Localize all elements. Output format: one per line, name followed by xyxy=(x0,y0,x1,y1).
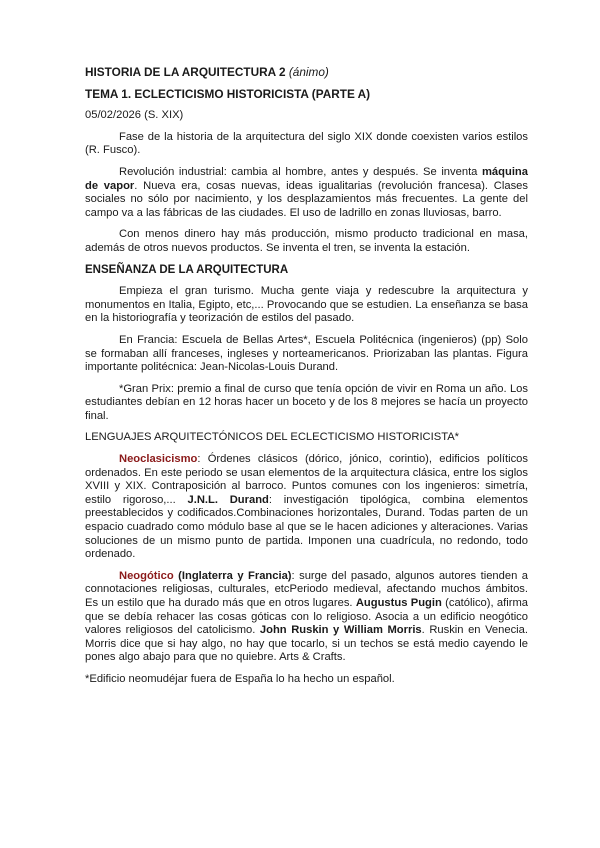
paragraph-turismo: Empieza el gran turismo. Mucha gente viaja y redescubre la arquitectura y monumentos en Italia, Egipto, etc,... Provocando que se estudien. La enseñanza se basa en la historiografía y teorización de estilos del pasado. xyxy=(85,285,528,325)
doc-title xyxy=(85,66,528,80)
term-neogotico: Neogótico xyxy=(119,569,174,582)
text-run: : Órdenes clásicos (dórico, jónico, corintio), edificios políticos ordenados. En este periodo se usan elementos de la arquitectura clásica, entre los siglos XVIII y XIX. Contraposición al barroco. Puntos comunes con los ingenieros: simetría, estilo rigoroso,... xyxy=(85,453,528,506)
text-run: Revolución industrial: cambia al hombre, antes y después. Se inventa xyxy=(119,165,482,178)
paragraph-gran-prix: *Gran Prix: premio a final de curso que tenía opción de vivir en Roma un año. Los estudiantes debían en 12 horas hacer un boceto y de los 8 mejores se hacía un proyecto final. xyxy=(85,382,528,422)
doc-subtitle: TEMA 1. ECLECTICISMO HISTORICISTA (PARTE A) xyxy=(85,86,371,101)
bold-term: máquina de vapor xyxy=(85,165,528,192)
paragraph-produccion: Con menos dinero hay más producción, mismo producto tradicional en masa, además de otros nuevos productos. Se inventa el tren, se inventa la estación. xyxy=(85,228,528,254)
bold-term: (Inglaterra y Francia) xyxy=(173,569,292,582)
doc-title-note: (ánimo) xyxy=(288,65,329,79)
bold-term: Augustus Pugin xyxy=(355,597,442,609)
paragraph-francia: En Francia: Escuela de Bellas Artes*, Escuela Politécnica (ingenieros) (pp) Solo se formaban allí franceses, ingleses y norteamericanos. Priorizaban las plantas. Figura importante politécnica: Jean-Nicolas-Louis Durand. xyxy=(85,333,528,374)
term-neoclasicismo: Neoclasicismo xyxy=(119,453,198,466)
text-run: : surge del pasado, algunos autores tienden a connotaciones religiosas, culturales, etcPeriodo medieval, afectando muchos ámbitos. Es un estilo que ha durado más que en otros lugares. xyxy=(85,569,528,609)
paragraph-fusco: Fase de la historia de la arquitectura del siglo XIX donde coexisten varios estilos (R. Fusco). xyxy=(85,130,528,157)
document-page xyxy=(85,66,528,695)
text-run: . Nueva era, cosas nuevas, ideas igualitarias (revolución francesa). Clases sociales no sólo por nacimiento, y los desplazamientos más frecuentes. La gente del campo va a las fábricas de las ciudades. El uso de ladrillo en zonas lluviosas, barro. xyxy=(85,179,528,219)
bold-term: J.N.L. Durand xyxy=(187,493,269,506)
paragraph-neoclasicismo xyxy=(85,453,528,562)
bold-term: John Ruskin y William Morris xyxy=(259,624,422,637)
text-run: : investigación tipológica, combina elementos preestablecidos y codificados.Combinaciones horizontales, Durand. Todas parten de un espacio cuadrado como módulo base al que se le hacen adiciones y alteraciones. Varias soluciones de un mismo punto de partida. Imponen una cuadrícula, no redondo, todo ordenado. xyxy=(85,493,529,561)
text-run: . Ruskin en Venecia. Morris dice que si hay algo, no hay que tocarlo, si un techos se está medio cayendo le pones algo abajo para que no quiebre. Arts & Crafts. xyxy=(85,624,528,664)
paragraph-neogotico xyxy=(85,570,528,665)
footnote: *Edificio neomudéjar fuera de España lo ha hecho un español. xyxy=(85,672,395,685)
doc-date: 05/02/2026 (S. XIX) xyxy=(85,109,184,122)
section-heading-ensenanza: ENSEÑANZA DE LA ARQUITECTURA xyxy=(85,263,289,276)
section-heading-lenguajes: LENGUAJES ARQUITECTÓNICOS DEL ECLECTICISMO HISTORICISTA* xyxy=(85,431,460,444)
doc-title-main: HISTORIA DE LA ARQUITECTURA 2 xyxy=(85,65,286,79)
text-run: (católico), afirma que se debía rehacer las cosas góticas con lo religioso. Asocia a un edificio neogótico valores religiosos del catolicismo. xyxy=(85,597,528,637)
paragraph-revolucion xyxy=(85,166,528,220)
